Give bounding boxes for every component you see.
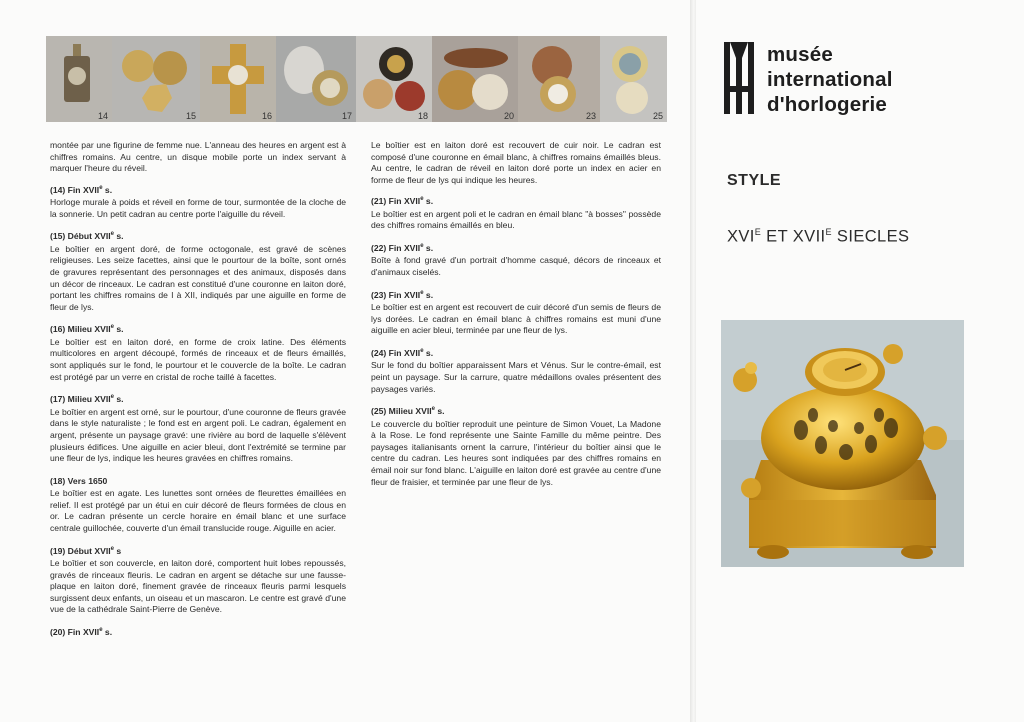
entry-text: Le boîtier est en argent poli et le cadran en émail blanc "à bosses" possède des chiffres romains émaillés en bleu. [371,208,661,231]
entry-text: Le boîtier et son couvercle, en laiton doré, comportent huit lobes repoussés, gravés de rinceaux fleuris. Le cadran en argent se détache sur une fausse-plaque en laiton doré, finement gravée de rinceaux fleuris parmi lesquels surgissent deux enfants, un oiseau et un mascaron. Le centre est gravé d'une vue de la cathédrale Saint-Pierre de Genève. [50,557,346,615]
entry-text: Horloge murale à poids et réveil en forme de tour, surmontée de la cloche de la sonnerie. Un petit cadran au centre porte l'aiguille du réveil. [50,197,346,219]
catalog-entry-24 [371,346,661,395]
catalog-entry-25 [371,404,661,488]
museum-name: musée international d'horlogerie [767,43,893,116]
thumbnail-18 [356,36,432,122]
continued-paragraph: Le boîtier est en laiton doré est recouvert de cuir noir. Le cadran est composé d'une couronne en émail blanc, à chiffres romains émaillés bleus. Au centre, le cadran de réveil en laiton doré porte un index en acier en forme de fleur de lys qui indique les heures. [371,140,661,185]
entry-title: (21) Fin XVIIe s. [371,196,434,207]
entry-title: (24) Fin XVIIe s. [371,347,434,358]
table-clock-photo [721,320,964,567]
entry-title: (20) Fin XVIIe s. [50,626,113,637]
entry-text: Le boîtier en argent doré, de forme octogonale, est gravé de scènes religieuses. Les seize facettes, ainsi que le pourtour de la boîte, sont ornés de gravures représentant des personnages et des animaux, disposés dans un décor de rinceaux. Le cadran est constitué d'une couronne en laiton doré, portant les chiffres romains de I à XII, indiqués par une aiguille en forme de fleur de lys. [50,243,346,312]
entry-text: Le boîtier en argent est orné, sur le pourtour, d'une couronne de fleurs gravée dans le style naturaliste ; le fond est en argent poli. Le cadran, également en argent, présente un paysage gravé: une rivière au bord de laquelle s'élèvent plusieurs édifices. Une aiguille en acier bleui, dont l'extrémité se termine par une fleur de lys, indique les heures gravées en chiffres romains. [50,406,346,464]
entry-title: (18) Vers 1650 [50,475,108,486]
entry-text: Boîte à fond gravé d'un portrait d'homme casqué, décors de rinceaux et d'animaux ciselés. [371,255,661,278]
catalog-entry-23 [371,288,661,337]
entry-text: Le couvercle du boîtier reproduit une peinture de Simon Vouet, La Madone à la Rose. Le fond représente une Sainte Famille du même peintre. Des paysages italianisants ornent la carrure, l'intérieur du boîtier ainsi que le centre du cadran. Les heures sont indiquées par des chiffres romains en émail noir sur fond blanc. L'aiguille en laiton doré est gravée au centre d'une fleur de fraisier, et terminée par une fleur de lys. [371,418,661,487]
entry-title: (14) Fin XVIIe s. [50,184,113,195]
thumbnail-14 [46,36,112,122]
catalog-entry-18 [50,474,346,535]
catalog-entry-22 [371,241,661,279]
catalog-column-left [50,140,346,647]
thumbnail-number: 25 [652,111,663,121]
entry-title: (25) Milieu XVIIe s. [371,405,445,416]
entry-title: (16) Milieu XVIIe s. [50,324,124,335]
continued-paragraph: montée par une figurine de femme nue. L'anneau des heures en argent est à chiffres romains. Au centre, un disque mobile porte un index servant à marquer l'heure du réveil. [50,140,346,174]
catalog-entry-20 [50,625,346,638]
entry-title: (22) Fin XVIIe s. [371,242,434,253]
thumbnail-number: 16 [261,111,272,121]
entry-title: (23) Fin XVIIe s. [371,289,434,300]
catalog-entry-17 [50,392,346,464]
watch-thumbnail-strip [46,36,667,122]
catalog-column-right [371,140,661,497]
catalog-entry-21 [371,194,661,232]
museum-logo [723,42,893,117]
thumbnail-number: 23 [585,111,596,121]
thumbnail-number: 14 [97,111,108,121]
entry-title: (19) Début XVIIe s [50,545,122,556]
catalog-entry-16 [50,322,346,383]
entry-title: (17) Milieu XVIIe s. [50,394,124,405]
thumbnail-20 [432,36,518,122]
thumbnail-15 [112,36,200,122]
catalog-entry-15 [50,229,346,313]
century-heading: $XVI^E$ ET $XVII^E$ SIECLES [727,227,910,246]
entry-text: Le boîtier est en laiton doré, en forme de croix latine. Des éléments multicolores en argent découpé, formés de rinceaux et de fleurs émaillés, sont appliqués sur le fond, le pourtour et le couvercle de la boîte. Le cadran est protégé par un verre en cristal de roche taillé à facettes. [50,336,346,382]
thumbnail-17 [276,36,356,122]
thumbnail-number: 15 [185,111,196,121]
mih-monogram-icon [723,42,755,114]
thumbnail-number: 20 [503,111,514,121]
entry-title: (15) Début XVIIe s. [50,231,124,242]
catalog-entry-19 [50,544,346,616]
entry-text: Le boîtier est en argent est recouvert de cuir décoré d'un semis de fleurs de lys dorées. Le cadran en émail blanc à chiffres romains est muni d'une aiguille en acier bleui, terminée par une fleur de lys. [371,302,661,336]
thumbnail-number: 18 [417,111,428,121]
entry-text: Le boîtier est en agate. Les lunettes sont ornées de fleurettes émaillées en relief. Il est protégé par un étui en cuir décoré de fleurs formées de clous en or. Le cadran présente un cercle horaire en émail blanc et une surface centrale guillochée, couverte d'un émail translucide rouge. Aiguille en acier. [50,488,346,533]
thumbnail-23 [518,36,600,122]
catalog-entry-14 [50,183,346,221]
thumbnail-number: 17 [341,111,352,121]
thumbnail-25 [600,36,667,122]
thumbnail-16 [200,36,276,122]
entry-text: Sur le fond du boîtier apparaissent Mars et Vénus. Sur le contre-émail, est peint un paysage. Sur la carrure, quatre médaillons ovales présentent des paysages variés. [371,360,661,394]
style-heading: STYLE [727,172,782,189]
